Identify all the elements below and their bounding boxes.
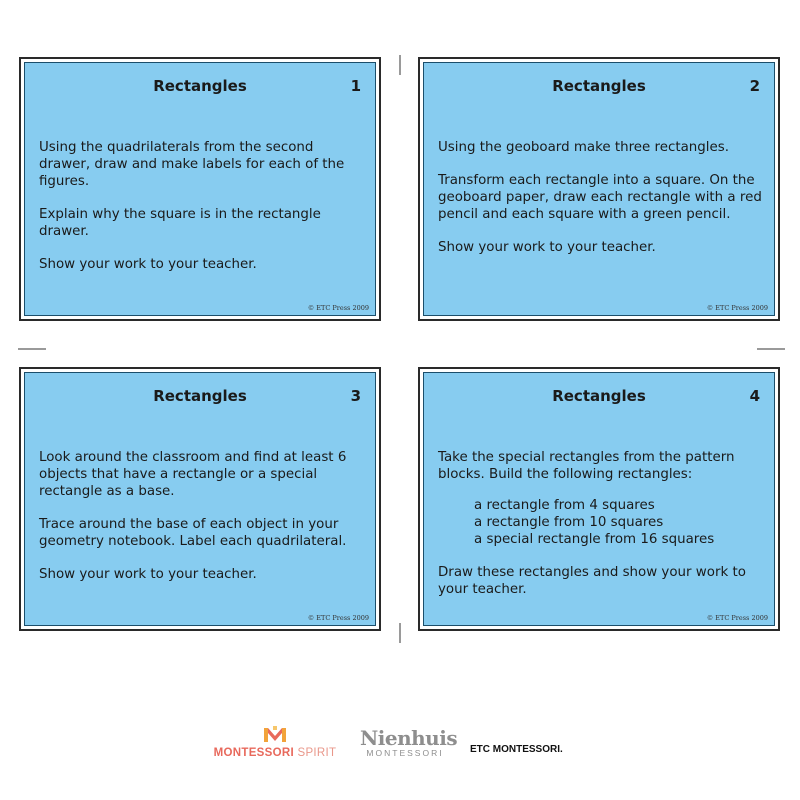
- card-title: Rectangles: [552, 387, 646, 405]
- cut-mark-left: [18, 348, 46, 350]
- card-copyright: © ETC Press 2009: [307, 614, 369, 622]
- montessori-spirit-text: MONTESSORI: [213, 747, 294, 759]
- card-number: 1: [350, 77, 361, 95]
- card-number: 3: [350, 387, 361, 405]
- nienhuis-name: Nienhuis: [360, 726, 458, 750]
- rectangle-list: [474, 497, 762, 548]
- list-item: a special rectangle from 16 squares: [474, 532, 715, 547]
- card-paragraph: Show your work to your teacher.: [438, 240, 656, 255]
- card-paragraph: Show your work to your teacher.: [39, 567, 257, 582]
- nienhuis-logo: [360, 726, 458, 758]
- card-body: [39, 449, 363, 599]
- list-item: a rectangle from 10 squares: [474, 515, 664, 530]
- cut-mark-bottom: [399, 623, 401, 643]
- card-paragraph: Show your work to your teacher.: [39, 257, 257, 272]
- card-panel: [423, 372, 775, 626]
- brand-logos: [0, 720, 800, 770]
- card-paragraph: Look around the classroom and find at least 6 objects that have a rectangle or a special rectangle as a base.: [39, 450, 347, 499]
- card-body: [39, 139, 363, 289]
- etc-montessori-logo: ETC MONTESSORI.: [470, 744, 563, 755]
- card-panel: [423, 62, 775, 316]
- list-item: a rectangle from 4 squares: [474, 498, 655, 513]
- montessori-spirit-logo: [205, 726, 345, 759]
- card-number: 2: [749, 77, 760, 95]
- card-copyright: © ETC Press 2009: [307, 304, 369, 312]
- card-paragraph: Explain why the square is in the rectangle drawer.: [39, 207, 321, 239]
- cut-mark-right: [757, 348, 785, 350]
- task-card-3: [19, 367, 381, 631]
- card-title: Rectangles: [552, 77, 646, 95]
- card-paragraph: Take the special rectangles from the pattern blocks. Build the following rectangles:: [438, 450, 735, 482]
- card-body: [438, 449, 762, 614]
- task-card-1: [19, 57, 381, 321]
- montessori-spirit-mark-icon: [263, 726, 287, 744]
- card-title: Rectangles: [153, 387, 247, 405]
- card-paragraph: Using the quadrilaterals from the second drawer, draw and make labels for each of the figures.: [39, 140, 345, 189]
- card-paragraph: Using the geoboard make three rectangles.: [438, 140, 729, 155]
- task-card-2: [418, 57, 780, 321]
- card-body: [438, 139, 762, 272]
- card-copyright: © ETC Press 2009: [706, 614, 768, 622]
- card-paragraph: Transform each rectangle into a square. On the geoboard paper, draw each rectangle with a red pencil and each square with a green pencil.: [438, 173, 762, 222]
- card-paragraph: Draw these rectangles and show your work to your teacher.: [438, 565, 746, 597]
- card-paragraph: Trace around the base of each object in your geometry notebook. Label each quadrilateral.: [39, 517, 347, 549]
- nienhuis-subtitle: MONTESSORI: [366, 748, 444, 758]
- card-panel: [24, 62, 376, 316]
- cut-mark-top: [399, 55, 401, 75]
- card-copyright: © ETC Press 2009: [706, 304, 768, 312]
- card-number: 4: [749, 387, 760, 405]
- card-title: Rectangles: [153, 77, 247, 95]
- montessori-spirit-text: SPIRIT: [297, 747, 337, 759]
- task-card-4: [418, 367, 780, 631]
- card-panel: [24, 372, 376, 626]
